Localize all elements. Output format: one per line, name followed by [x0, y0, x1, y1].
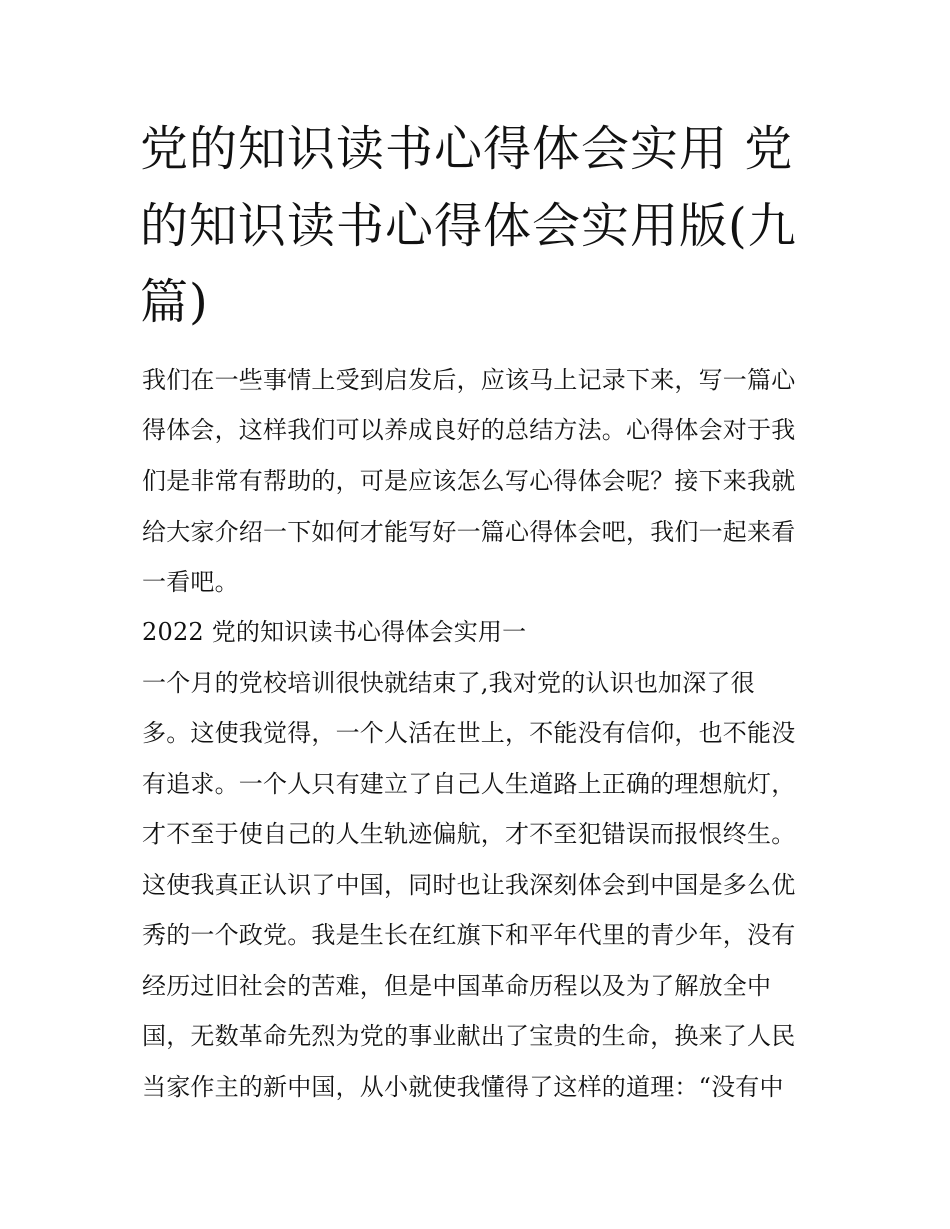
- intro-line-4: 给大家介绍一下如何才能写好一篇心得体会吧，我们一起来看: [142, 518, 796, 546]
- title-line-2: 的知识读书心得体会实用版(九: [140, 198, 797, 254]
- title-line-1: 党的知识读书心得体会实用 党: [140, 121, 794, 177]
- body-line-7: 经历过旧社会的苦难，但是中国革命历程以及为了解放全中: [142, 972, 772, 1000]
- section-heading: 2022 党的知识读书心得体会实用一: [142, 618, 527, 646]
- body-line-2: 多。这使我觉得，一个人活在世上，不能没有信仰，也不能没: [142, 719, 796, 747]
- intro-line-5: 一看吧。: [142, 568, 239, 596]
- body-line-4: 才不至于使自己的人生轨迹偏航，才不至犯错误而报恨终生。: [142, 820, 796, 848]
- title-line-3: 篇): [140, 274, 209, 330]
- body-line-8: 国，无数革命先烈为党的事业献出了宝贵的生命，换来了人民: [142, 1022, 796, 1050]
- body-line-5: 这使我真正认识了中国，同时也让我深刻体会到中国是多么优: [142, 871, 796, 899]
- intro-line-3: 们是非常有帮助的，可是应该怎么写心得体会呢？接下来我就: [142, 467, 796, 495]
- body-line-6: 秀的一个政党。我是生长在红旗下和平年代里的青少年，没有: [142, 921, 796, 949]
- body-line-1: 一个月的党校培训很快就结束了,我对党的认识也加深了很: [142, 669, 755, 697]
- intro-line-1: 我们在一些事情上受到启发后，应该马上记录下来，写一篇心: [142, 366, 796, 394]
- intro-line-2: 得体会，这样我们可以养成良好的总结方法。心得体会对于我: [142, 416, 796, 444]
- body-line-3: 有追求。一个人只有建立了自己人生道路上正确的理想航灯，: [142, 770, 796, 798]
- body-line-9: 当家作主的新中国，从小就使我懂得了这样的道理：“没有中: [142, 1073, 784, 1101]
